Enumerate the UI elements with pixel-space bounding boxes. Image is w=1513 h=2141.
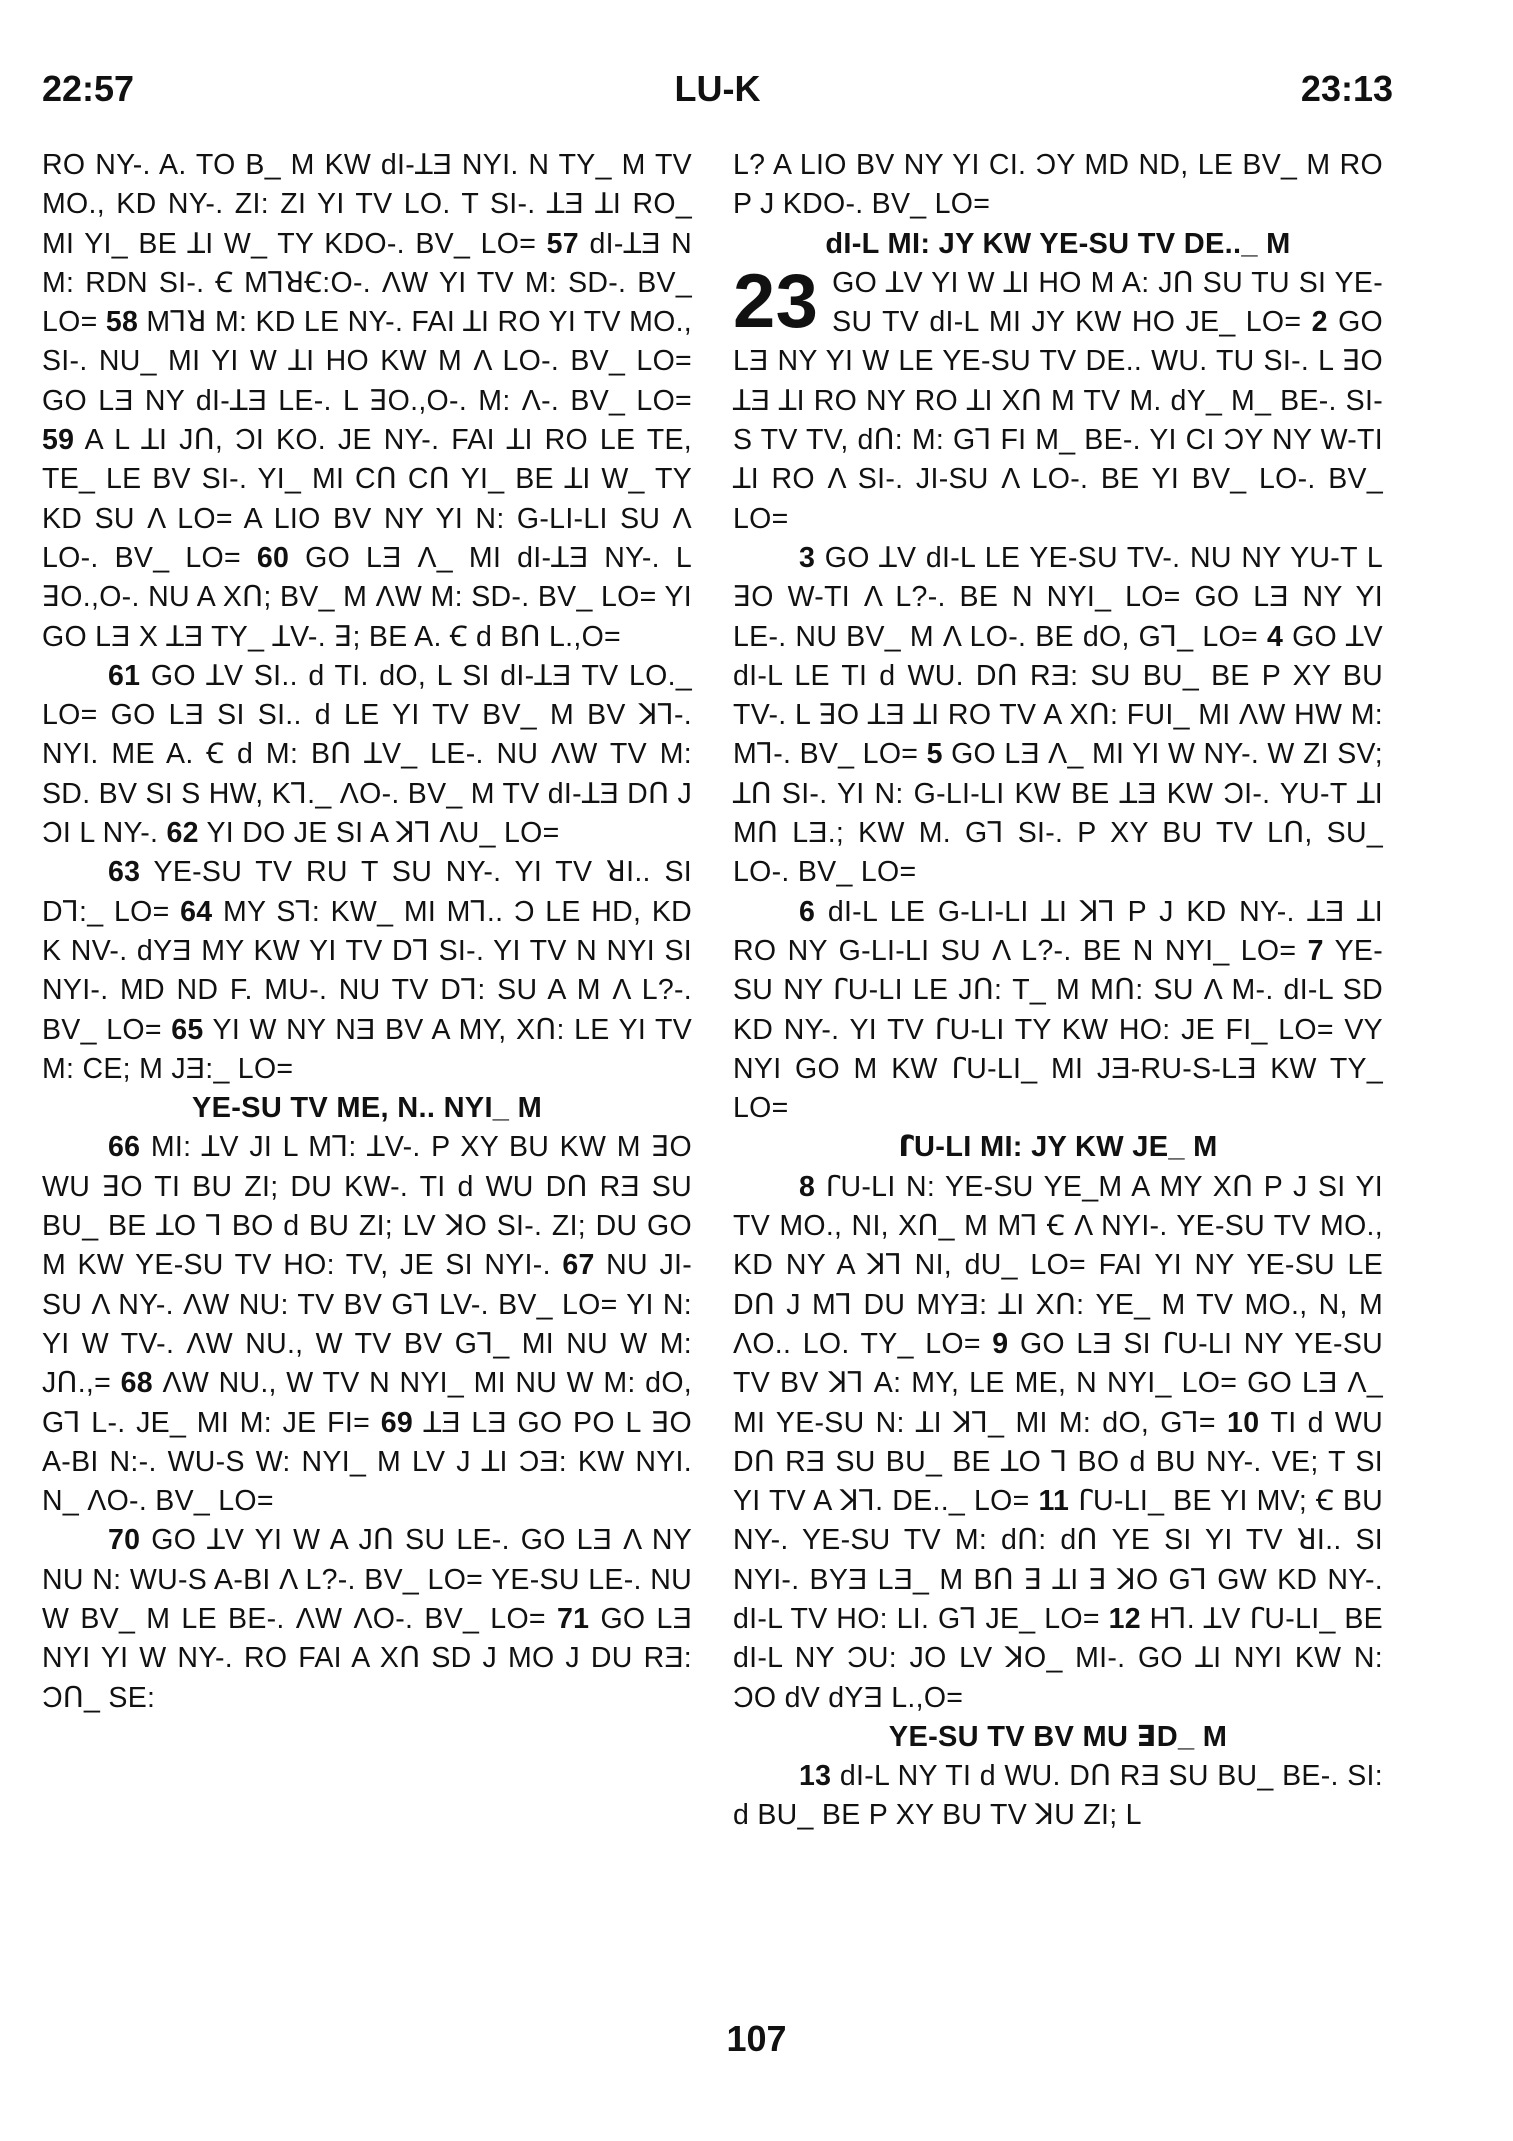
verse-text: ꓩU-LI_ BE YI MV; Ꞓ BU NY-. YE-SU TV M: dՈ: dՈ YE SI YI TV ꓤI.. SI NYI-. BYƎ LƎ_ M BՈ ꓱ ꓕI ꓱ ꓘO Gꓶ GW KD NY-. dI-L TV HO: LI. Gꓶ JE_ LO= (733, 1485, 1384, 1635)
header-book-title: LU-K (674, 68, 761, 109)
paragraph (733, 1168, 1383, 1718)
verse-text: GO ꓕV dI-L LE YE-SU TV-. NU NY YU-T L ꓱO W-TI Λ L?-. BE N NYI_ LO= GO LƎ NY YI LE-. NU BV_ M Λ LO-. BE dO, Gꓶ_ LO= (733, 541, 1384, 653)
verse-text: TI d WU DՈ RƎ SU BU_ BE ꓕO ꓶ BO d BU NY-. VE; T SI YI TV A ꓘꓶ. DE.._ LO= (733, 1406, 1383, 1518)
verse-text: YI W NY NƎ BV A MY, XՈ: LE YI TV M: CE; M JƎ:_ LO= (42, 1013, 693, 1085)
verse-number: 9 (992, 1327, 1009, 1360)
header-first-reference: 22:57 (42, 68, 135, 109)
verse-number: 6 (799, 895, 816, 928)
right-column (733, 146, 1383, 1836)
verse-number: 68 (120, 1367, 153, 1400)
paragraph (42, 657, 692, 853)
section-heading: ꓩU-LI MI: JY KW JE_ M (898, 1131, 1218, 1164)
verse-number: 67 (562, 1249, 595, 1282)
verse-text: A L ꓕI JՈ, ƆI KO. JE NY-. FAI ꓕI RO LE TE, TE_ LE BV SI-. YI_ MI CՈ CՈ YI_ BE ꓕI W_ TY KD SU Λ LO= A LIO BV NY YI N: G-LI-LI SU Λ LO-. BV_ LO= (42, 424, 692, 574)
page-number: 107 (726, 2018, 787, 2059)
paragraph (733, 539, 1383, 893)
verse-number: 60 (256, 541, 290, 574)
verse-text: dI-L LE G-LI-LI ꓕI ꓘꓶ P J KD NY-. ꓕƎ ꓕI RO NY G-LI-LI SU Λ L?-. BE N NYI_ LO= (733, 895, 1383, 967)
verse-text: ꓕƎ LƎ GO PO L ꓱO A-BI N:-. WU-S W: NYI_ M LV J ꓕI ƆƎ: KW NYI. N_ ΛO-. BV_ LO= (42, 1406, 693, 1518)
verse-number: 10 (1227, 1406, 1260, 1439)
verse-text: ꓩU-LI N: YE-SU YE_M A MY XՈ P J SI YI TV MO., NI, XՈ_ M Mꓶ Ꞓ Λ NYI-. YE-SU TV MO., KD NY A ꓘꓶ NI, dU_ LO= FAI YI NY YE-SU LE DՈ J Mꓶ DU MYƎ: ꓕI XՈ: YE_ M TV MO., N, M ΛO.. LO. TY_ LO= (733, 1170, 1383, 1360)
chapter-number: 23 (733, 258, 819, 344)
running-head (42, 68, 1393, 114)
verse-text: GO LƎ Λ_ MI dI-ꓕƎ NY-. L ꓱO.,O-. NU A XՈ; BV_ M ΛW M: SD-. BV_ LO= YI GO LƎ X ꓕƎ TY_ ꓕV-. ꓱ; BE A. Ꞓ d BՈ L.,O= (42, 541, 692, 653)
verse-text: YE-SU NY ꓩU-LI LE JՈ: T_ M MՈ: SU Λ M-. dI-L SD KD NY-. YI TV ꓩU-LI TY KW HO: JE FI_ LO= VY NYI GO M KW ꓩU-LI_ MI JƎ-RU-S-LƎ KW TY_ LO= (733, 934, 1383, 1125)
paragraph (733, 258, 1383, 539)
verse-text: MY Sꓶ: KW_ MI Mꓶ.. Ɔ LE HD, KD K NV-. dYƎ MY KW YI TV Dꓶ SI-. YI TV N NYI SI NYI-. MD ND F. MU-. NU TV Dꓶ: SU A M Λ L?-. BV_ LO= (42, 895, 693, 1046)
paragraph (733, 146, 1383, 225)
verse-number: 59 (42, 424, 75, 457)
section-heading: YE-SU TV BV MU ꓱD_ M (888, 1720, 1228, 1753)
verse-text: GO LƎ Λ_ MI YI W NY-. W ZI SV; ꓕՈ SI-. YI N: G-LI-LI KW BE ꓕƎ KW ƆI-. YU-T ꓕI MՈ LƎ.; KW M. Gꓶ SI-. P XY BU TV LՈ, SU_ LO-. BV_ LO= (733, 738, 1384, 889)
verse-number: 12 (1108, 1602, 1141, 1635)
verse-text: YI DO JE SI A ꓘꓶ ΛU_ LO= (206, 817, 560, 850)
verse-text: Mꓶꓤ M: KD LE NY-. FAI ꓕI RO YI TV MO., SI-. NU_ MI YI W ꓕI HO KW M Λ LO-. BV_ LO= GO LƎ NY dI-ꓕƎ LE-. L ꓱO.,O-. M: Λ-. BV_ LO= (42, 306, 693, 417)
verse-number: 11 (1038, 1485, 1070, 1518)
verse-number: 2 (1311, 306, 1328, 339)
verse-text: ΛW NU., W TV N NYI_ MI NU W M: dO, Gꓶ L-. JE_ MI M: JE FI= (42, 1367, 693, 1439)
verse-number: 3 (799, 541, 816, 574)
verse-number: 57 (546, 227, 579, 260)
verse-text: NU JI-SU Λ NY-. ΛW NU: TV BV Gꓶ LV-. BV_ LO= YI N: YI W TV-. ΛW NU., W TV BV Gꓶ_ MI NU W M: JՈ.,= (42, 1249, 693, 1400)
verse-number: 71 (557, 1602, 590, 1635)
verse-number: 62 (166, 817, 199, 850)
verse-number: 58 (105, 306, 139, 339)
verse-number: 7 (1307, 934, 1324, 967)
verse-text: dI-ꓕƎ N M: RDN SI-. Ꞓ MꓶꓤꞒ:O-. ΛW YI TV M: SD-. BV_ LO= (42, 227, 692, 339)
verse-text: GO ꓕV SI.. d TI. dO, L SI dI-ꓕƎ TV LO._ LO= GO LƎ SI SI.. d LE YI TV BV_ M BV ꓘꓶ-. NYI. ME A. Ꞓ d M: BՈ ꓕV_ LE-. NU ΛW TV M: SD. BV SI S HW, Kꓶ._ ΛO-. BV_ M TV dI-ꓕƎ DՈ J ƆI L NY-. (42, 659, 693, 850)
verse-text: GO ꓕV YI W A JՈ SU LE-. GO LƎ Λ NY NU N: WU-S A-BI Λ L?-. BV_ LO= YE-SU LE-. NU W BV_ M LE BE-. ΛW ΛO-. BV_ LO= (42, 1524, 693, 1635)
paragraph (42, 853, 692, 1089)
left-column (42, 146, 692, 1718)
paragraph (733, 893, 1383, 1129)
verse-text: RO NY-. A. TO B_ M KW dI-ꓕƎ NYI. N TY_ M TV MO., KD NY-. ZI: ZI YI TV LO. T SI-. ꓕƎ ꓕI RO_ MI YI_ BE ꓕI W_ TY KDO-. BV_ LO= (42, 149, 692, 260)
verse-text: MI: ꓕV JI L Mꓶ: ꓕV-. P XY BU KW M ꓱO WU ꓱO TI BU ZI; DU KW-. TI d WU DՈ RƎ SU BU_ BE ꓕO ꓶ BO d BU ZI; LV ꓘO SI-. ZI; DU GO M KW YE-SU TV HO: TV, JE SI NYI-. (42, 1131, 693, 1282)
paragraph (42, 1521, 692, 1717)
verse-text: GO LƎ SI ꓩU-LI NY YE-SU TV BV ꓘꓶ A: MY, LE ME, N NYI_ LO= GO LƎ Λ_ MI YE-SU N: ꓕI ꓘꓶ_ MI M: dO, Gꓶ= (733, 1327, 1384, 1439)
verse-text: GO LƎ NY YI W LE YE-SU TV DE.. WU. TU SI-. L ꓱO ꓕƎ ꓕI RO NY RO ꓕI XՈ M TV M. dY_ M_ BE-. SI-S TV TV, dՈ: M: Gꓶ FI M_ BE-. YI CI ƆY NY W-TI ꓕI RO Λ SI-. JI-SU Λ LO-. BE YI BV_ LO-. BV_ LO= (733, 306, 1383, 535)
verse-text: GO LƎ NYI YI W NY-. RO FAI A XՈ SD J MO J DU RƎ: ƆՈ_ SE: (42, 1602, 693, 1714)
verse-number: 64 (180, 895, 213, 928)
paragraph (733, 1757, 1383, 1836)
verse-text: L? A LIO BV NY YI CI. ƆY MD ND, LE BV_ M RO P J KDO-. BV_ LO= (733, 149, 1383, 221)
verse-number: 8 (799, 1170, 816, 1203)
verse-number: 70 (108, 1524, 141, 1557)
verse-number: 61 (108, 659, 141, 692)
paragraph (42, 146, 692, 657)
verse-text: Hꓶ. ꓕV ꓩU-LI_ BE dI-L NY ƆU: JO LV ꓘO_ MI-. GO ꓕI NYI KW N: ƆO dV dYƎ L.,O= (733, 1602, 1383, 1714)
verse-number: 69 (380, 1406, 413, 1439)
section-heading: YE-SU TV ME, N.. NYI_ M (191, 1092, 543, 1125)
header-last-reference: 23:13 (1300, 68, 1393, 109)
verse-text: YE-SU TV RU T SU NY-. YI TV ꓤI.. SI Dꓶ:_ LO= (42, 856, 692, 928)
verse-text: GO ꓕV YI W ꓕI HO M A: JՈ SU TU SI YE-SU TV dI-L MI JY KW HO JE_ LO= (832, 266, 1383, 339)
verse-number: 65 (171, 1013, 204, 1046)
verse-number: 66 (108, 1131, 141, 1164)
verse-text: GO ꓕV dI-L LE TI d WU. DՈ RƎ: SU BU_ BE P XY BU TV-. L ꓱO ꓕƎ ꓕI RO TV A XՈ: FUI_ MI ΛW HW M: Mꓶ-. BV_ LO= (733, 620, 1383, 771)
verse-number: 63 (108, 856, 141, 889)
section-heading: dI-L MI: JY KW YE-SU TV DE.._ M (825, 227, 1291, 260)
verse-number: 5 (926, 738, 943, 771)
verse-number: 4 (1266, 620, 1284, 653)
verse-text: dI-L NY TI d WU. DՈ RƎ SU BU_ BE-. SI: d BU_ BE P XY BU TV ꓘU ZI; L (733, 1760, 1383, 1832)
verse-number: 13 (799, 1760, 832, 1793)
paragraph (42, 1128, 692, 1521)
